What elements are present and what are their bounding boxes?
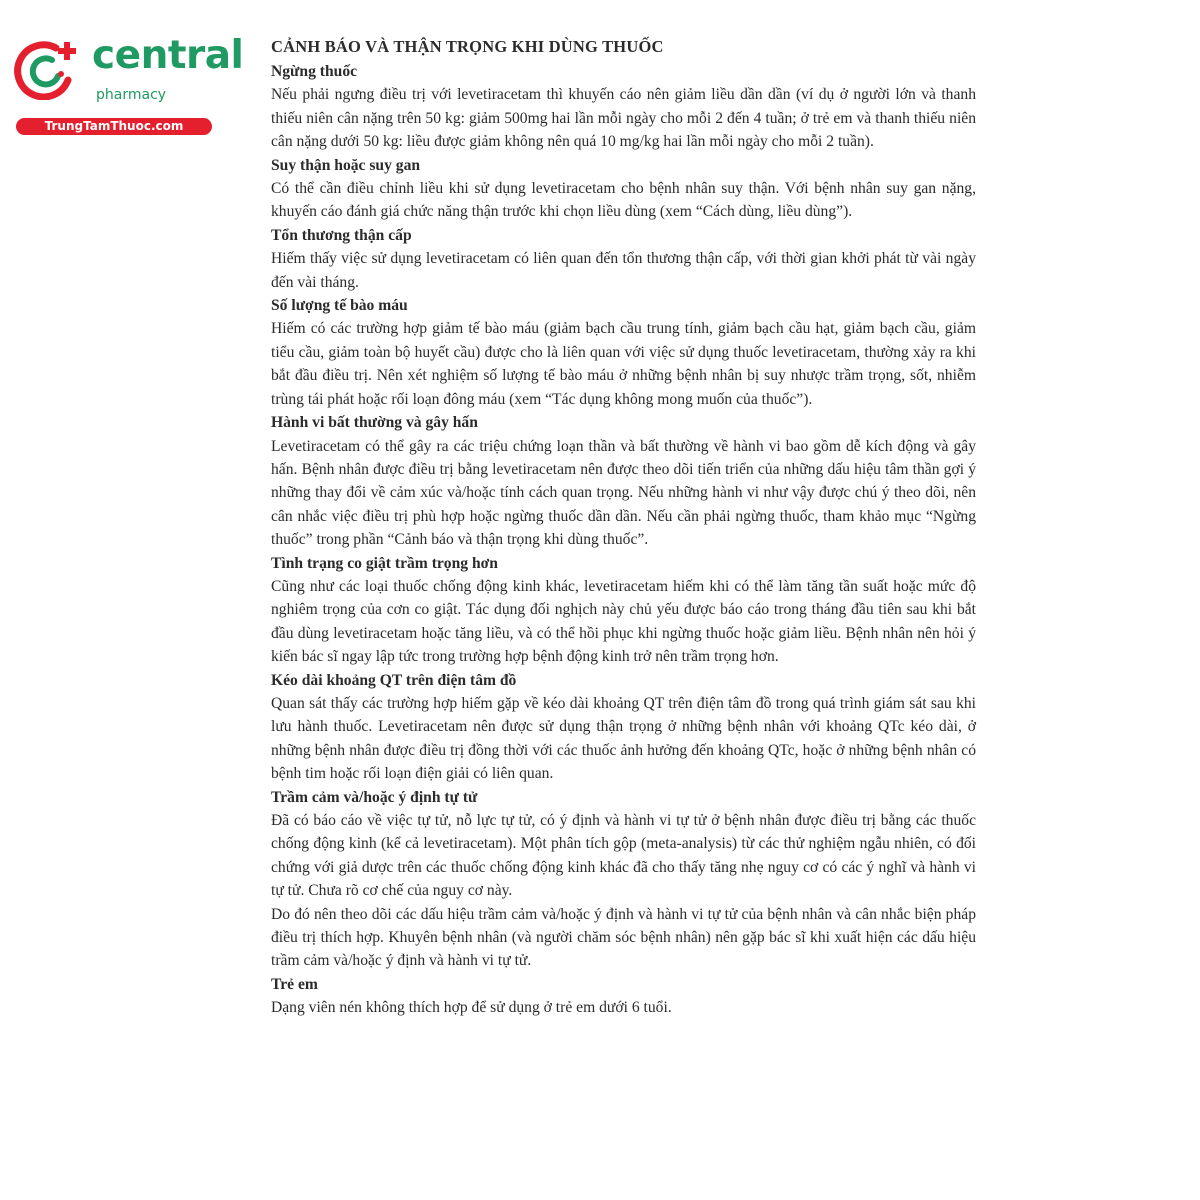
section-heading: Số lượng tế bào máu <box>271 297 408 315</box>
section-paragraph: Quan sát thấy các trường hợp hiếm gặp về kéo dài khoảng QT trên điện tâm đồ trong quá trình giám sát sau khi lưu hành thuốc. Levetiracetam nên được sử dụng thận trọng ở những bệnh nhân với khoảng QTc kéo dài, ở những bệnh nhân được điều trị đồng thời với các thuốc ảnh hưởng đến khoảng QTc, hoặc ở những bệnh nhân có bệnh tim hoặc rối loạn điện giải có liên quan. <box>271 694 976 783</box>
document-body <box>271 36 976 1020</box>
section-heading: Tình trạng co giật trầm trọng hơn <box>271 554 498 572</box>
section-heading: Kéo dài khoảng QT trên điện tâm đồ <box>271 671 517 689</box>
section-heading: Trầm cảm và/hoặc ý định tự tử <box>271 788 478 806</box>
central-pharmacy-logo <box>12 33 244 138</box>
section-paragraph: Hiếm thấy việc sử dụng levetiracetam có liên quan đến tổn thương thận cấp, với thời gian khởi phát từ vài ngày đến vài tháng. <box>271 250 976 291</box>
logo-wordmark: central <box>92 33 244 78</box>
logo-subtitle: pharmacy <box>96 87 167 103</box>
section-paragraph: Đã có báo cáo về việc tự tử, nỗ lực tự tử, có ý định và hành vi tự tử ở bệnh nhân được điều trị bằng các thuốc chống động kinh (kể cả levetiracetam). Một phân tích gộp (meta-analysis) từ các thử nghiệm ngẫu nhiên, có đối chứng với giả dược trên các thuốc chống động kinh khác đã cho thấy tăng nhẹ nguy cơ có các ý nghĩ và hành vi tự tử. Chưa rõ cơ chế của nguy cơ này. <box>271 812 976 900</box>
section-paragraph: Dạng viên nén không thích hợp để sử dụng ở trẻ em dưới 6 tuổi. <box>271 999 672 1017</box>
section-heading: Tổn thương thận cấp <box>271 226 412 244</box>
pharmacy-logo-icon <box>12 38 82 100</box>
section-paragraph: Do đó nên theo dõi các dấu hiệu trầm cảm và/hoặc ý định và hành vi tự tử của bệnh nhân và cân nhắc biện pháp điều trị thích hợp. Khuyên bệnh nhân (và người chăm sóc bệnh nhân) nên gặp bác sĩ khi xuất hiện các dấu hiệu trầm cảm và/hoặc ý định và hành vi tự tử. <box>271 905 976 970</box>
section-paragraph: Có thể cần điều chỉnh liều khi sử dụng levetiracetam cho bệnh nhân suy thận. Với bệnh nhân suy gan nặng, khuyến cáo đánh giá chức năng thận trước khi chọn liều dùng (xem “Cách dùng, liều dùng”). <box>271 180 976 221</box>
section-heading: Hành vi bất thường và gây hấn <box>271 414 478 432</box>
section-paragraph: Cũng như các loại thuốc chống động kinh khác, levetiracetam hiếm khi có thể làm tăng tần suất hoặc mức độ nghiêm trọng của cơn co giật. Tác dụng đối nghịch này chủ yếu được báo cáo trong tháng đầu tiên sau khi bắt đầu dùng levetiracetam hoặc tăng liều, và có thể hồi phục khi ngừng thuốc hoặc giảm liều. Bệnh nhân nên hỏi ý kiến bác sĩ ngay lập tức trong trường hợp bệnh động kinh trở nên trầm trọng hơn. <box>271 577 976 666</box>
section-paragraph: Hiếm có các trường hợp giảm tế bào máu (giảm bạch cầu trung tính, giảm bạch cầu hạt, giảm bạch cầu, giảm tiểu cầu, giảm toàn bộ huyết cầu) được cho là liên quan với việc sử dụng thuốc levetiracetam, thường xảy ra khi bắt đầu điều trị. Nên xét nghiệm số lượng tế bào máu ở những bệnh nhân bị suy nhược trầm trọng, sốt, nhiễm trùng tái phát hoặc rối loạn đông máu (xem “Tác dụng không mong muốn của thuốc”). <box>271 320 976 408</box>
document-title: CẢNH BÁO VÀ THẬN TRỌNG KHI DÙNG THUỐC <box>271 37 664 56</box>
section-paragraph: Nếu phải ngưng điều trị với levetiracetam thì khuyến cáo nên giảm liều dần dần (ví dụ ở người lớn và thanh thiếu niên cân nặng trên 50 kg: giảm 500mg hai lần mỗi ngày cho mỗi 2 đến 4 tuần; ở trẻ em và thanh thiếu niên cân nặng dưới 50 kg: liều được giảm không nên quá 10 mg/kg hai lần mỗi ngày cho mỗi 2 tuần). <box>271 86 976 151</box>
section-heading: Suy thận hoặc suy gan <box>271 156 421 174</box>
section-heading: Trẻ em <box>271 975 318 993</box>
section-heading: Ngừng thuốc <box>271 63 358 80</box>
logo-site-banner: TrungTamThuoc.com <box>16 118 212 135</box>
section-paragraph: Levetiracetam có thể gây ra các triệu chứng loạn thần và bất thường về hành vi bao gồm dễ kích động và gây hấn. Bệnh nhân được điều trị bằng levetiracetam nên được theo dõi tiến triển của những dấu hiệu tâm thần gợi ý những thay đổi về cảm xúc và/hoặc tính cách quan trọng. Nếu những hành vi như vậy được chú ý theo dõi, nên cân nhắc việc điều trị phù hợp hoặc ngừng thuốc dần dần. Nếu cần phải ngừng thuốc, tham khảo mục “Ngừng thuốc” trong phần “Cảnh báo và thận trọng khi dùng thuốc”. <box>271 437 976 549</box>
